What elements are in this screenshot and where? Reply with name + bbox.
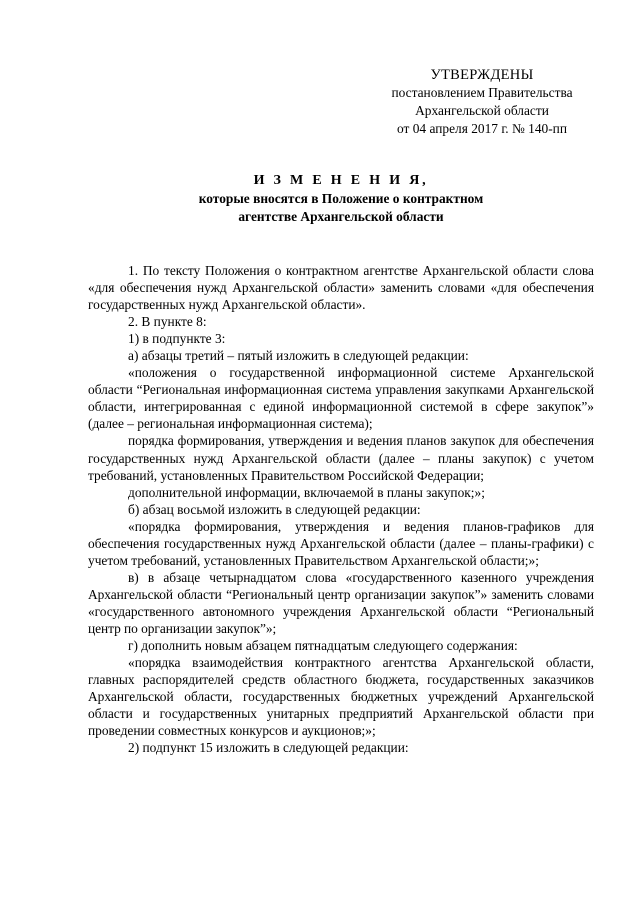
heading-title: И З М Е Н Е Н И Я, bbox=[253, 173, 429, 188]
paragraph-item-1: 1. По тексту Положения о контрактном агентстве Архангельской области слова «для обеспечения нужд Архангельской области» заменить словами «для обеспечения государственных нужд Архангельской области». bbox=[88, 263, 594, 313]
approval-line-3: от 04 апреля 2017 г. № 140-пп bbox=[396, 121, 568, 136]
paragraph-subitem-2: 2) подпункт 15 изложить в следующей редакции: bbox=[128, 740, 409, 756]
paragraph-quote-ris: «положения о государственной информационной системе Архангельской области “Региональная информационная система управления закупками Архангельской области, интегрированная с единой информационной системой в сфере закупок”» (далее – региональная информационная система); bbox=[88, 365, 594, 432]
paragraph-plan-schedules: «порядка формирования, утверждения и ведения планов-графиков для обеспечения государственных нужд Архангельской области (далее – планы-графики) с учетом требований, установленных Правительством Архангельской области;»; bbox=[88, 518, 594, 568]
approval-line-2: Архангельской области bbox=[415, 103, 549, 118]
heading-subtitle-line-2: агентстве Архангельской области bbox=[238, 209, 444, 224]
paragraph-subitem-v: в) в абзаце четырнадцатом слова «государственного казенного учреждения Архангельской области “Региональный центр организации закупок”» заменить словами «государственного автономного учреждения Архангельской области “Региональный центр по организации закупок”»; bbox=[88, 569, 594, 636]
paragraph-plans: порядка формирования, утверждения и ведения планов закупок для обеспечения государственных нужд Архангельской области (далее – планы закупок) с учетом требований, установленных Правительством Российской Федерации; bbox=[88, 433, 594, 483]
approval-line-1: постановлением Правительства bbox=[391, 85, 573, 100]
heading-subtitle-line-1: которые вносятся в Положение о контрактном bbox=[198, 191, 484, 206]
paragraph-subitem-a: а) абзацы третий – пятый изложить в следующей редакции: bbox=[128, 348, 469, 364]
paragraph-subitem-g: г) дополнить новым абзацем пятнадцатым следующего содержания: bbox=[128, 638, 518, 654]
approval-word: УТВЕРЖДЕНЫ bbox=[430, 67, 534, 83]
paragraph-additional-info: дополнительной информации, включаемой в планы закупок;»; bbox=[128, 484, 485, 500]
paragraph-subitem-1: 1) в подпункте 3: bbox=[128, 331, 226, 347]
paragraph-interaction: «порядка взаимодействия контрактного агентства Архангельской области, главных распорядителей средств областного бюджета, государственных заказчиков Архангельской области, государственных бюджетных учреждений Архангельской области и государственных унитарных предприятий Архангельской области при проведении совместных конкурсов и аукционов;»; bbox=[88, 655, 594, 739]
document-body bbox=[88, 262, 594, 756]
paragraph-subitem-b: б) абзац восьмой изложить в следующей редакции: bbox=[128, 501, 421, 517]
paragraph-item-2: 2. В пункте 8: bbox=[128, 314, 207, 330]
approval-stamp bbox=[372, 66, 592, 138]
document-heading bbox=[88, 172, 594, 226]
